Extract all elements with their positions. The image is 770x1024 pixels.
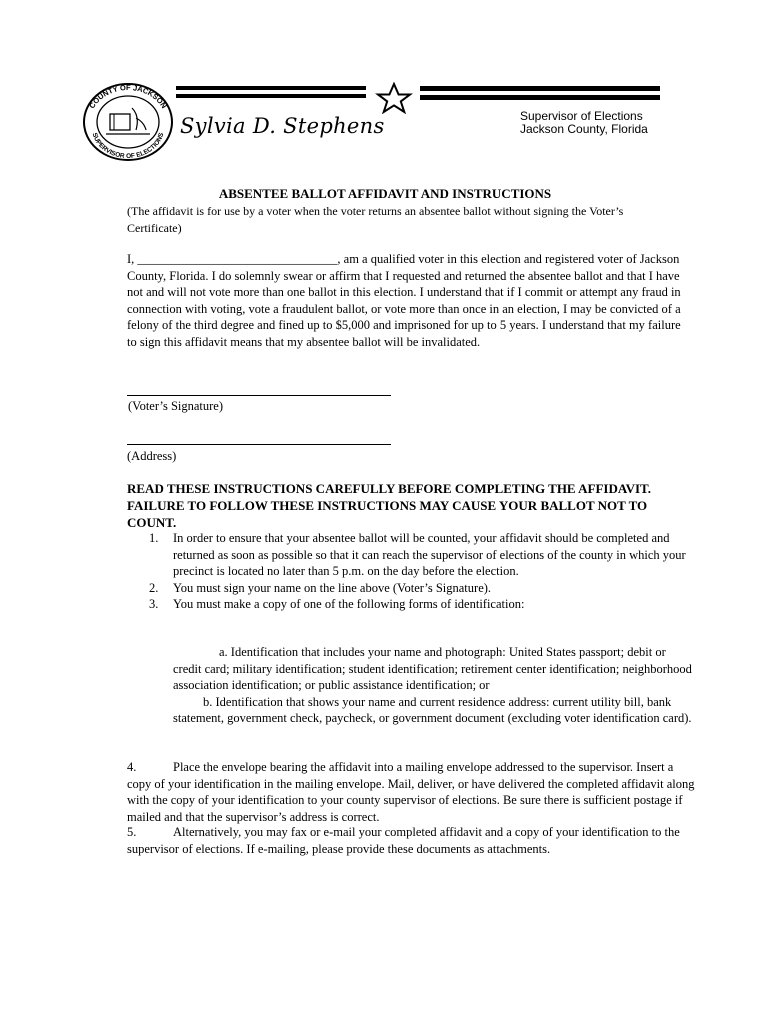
address-line bbox=[127, 444, 391, 445]
list-item bbox=[127, 580, 687, 597]
step-5-number: 5. bbox=[127, 825, 137, 839]
identification-options bbox=[173, 644, 693, 727]
letterhead-left-bars bbox=[176, 86, 366, 102]
office-title: Supervisor of Elections bbox=[520, 109, 643, 123]
id-option-a: a. Identification that includes your name and photograph: United States passport; debit or credit card; military identification; student identification; retirement center identification; neighborhood association identification; or public assistance identification; or bbox=[173, 645, 692, 693]
seal-top-text: COUNTY OF JACKSON bbox=[87, 82, 169, 111]
instructions-warning: READ THESE INSTRUCTIONS CAREFULLY BEFORE COMPLETING THE AFFIDAVIT. FAILURE TO FOLLOW THESE INSTRUCTIONS MAY CAUSE YOUR BALLOT NOT TO COUNT. bbox=[127, 481, 651, 530]
list-item bbox=[127, 596, 687, 613]
office-block bbox=[520, 110, 648, 136]
step-5-paragraph bbox=[127, 824, 697, 857]
county-seal-logo bbox=[80, 78, 180, 162]
id-option-b: b. Identification that shows your name and current residence address: current utility bill, bank statement, government check, paycheck, or government document (excluding voter identification card). bbox=[173, 694, 692, 726]
step-number: 3. bbox=[149, 597, 159, 612]
seal-bottom-text: SUPERVISOR OF ELECTIONS bbox=[90, 132, 166, 161]
document-title: ABSENTEE BALLOT AFFIDAVIT AND INSTRUCTIONS bbox=[218, 186, 552, 201]
step-text: In order to ensure that your absentee ballot will be counted, your affidavit should be completed and returned as soon as possible so that it can reach the supervisor of elections of the county in which your precinct is located no later than 5 p.m. on the day before the election. bbox=[173, 531, 686, 579]
step-4-number: 4. bbox=[127, 760, 137, 774]
step-4-paragraph bbox=[127, 759, 697, 825]
star-icon bbox=[372, 82, 416, 114]
step-5-text: Alternatively, you may fax or e-mail your completed affidavit and a copy of your identification to the supervisor of elections. If e-mailing, please provide these documents as attachments. bbox=[127, 825, 680, 856]
supervisor-name: Sylvia D. Stephens bbox=[180, 114, 385, 138]
address-label: (Address) bbox=[127, 449, 177, 463]
step-number: 2. bbox=[149, 580, 159, 595]
instruction-steps bbox=[127, 530, 687, 613]
letterhead-right-bars bbox=[420, 86, 660, 104]
oath-paragraph: I, ________________________________, am a qualified voter in this election and registered voter of Jackson County, Florida. I do solemnly swear or affirm that I requested and returned the absentee ballot and that I have not and will not vote more than one ballot in this election. I understand that if I commit or attempt any fraud in connection with voting, vote a fraudulent ballot, or vote more than once in an election, I may be convicted of a felony of the third degree and fined up to $5,000 and imprisoned for up to 5 years. I understand that my failure to sign this affidavit means that my absentee ballot will be invalidated. bbox=[127, 252, 681, 349]
affidavit-note: (The affidavit is for use by a voter when the voter returns an absentee ballot without signing the Voter’s Certificate) bbox=[127, 204, 624, 235]
step-number: 1. bbox=[149, 531, 159, 545]
signature-label: (Voter’s Signature) bbox=[128, 399, 224, 413]
step-text: You must make a copy of one of the following forms of identification: bbox=[173, 597, 525, 612]
office-location: Jackson County, Florida bbox=[520, 122, 648, 136]
list-item bbox=[127, 530, 687, 580]
signature-line bbox=[127, 395, 391, 396]
step-text: You must sign your name on the line above (Voter’s Signature). bbox=[173, 580, 492, 595]
step-4-text: Place the envelope bearing the affidavit into a mailing envelope addressed to the supervisor. Insert a copy of your identification in the mailing envelope. Mail, deliver, or have delivered the completed affidavit along with the copy of your identification to your county supervisor of elections. Be sure there is sufficient postage if mailed and that the supervisor’s address is correct. bbox=[127, 760, 695, 824]
